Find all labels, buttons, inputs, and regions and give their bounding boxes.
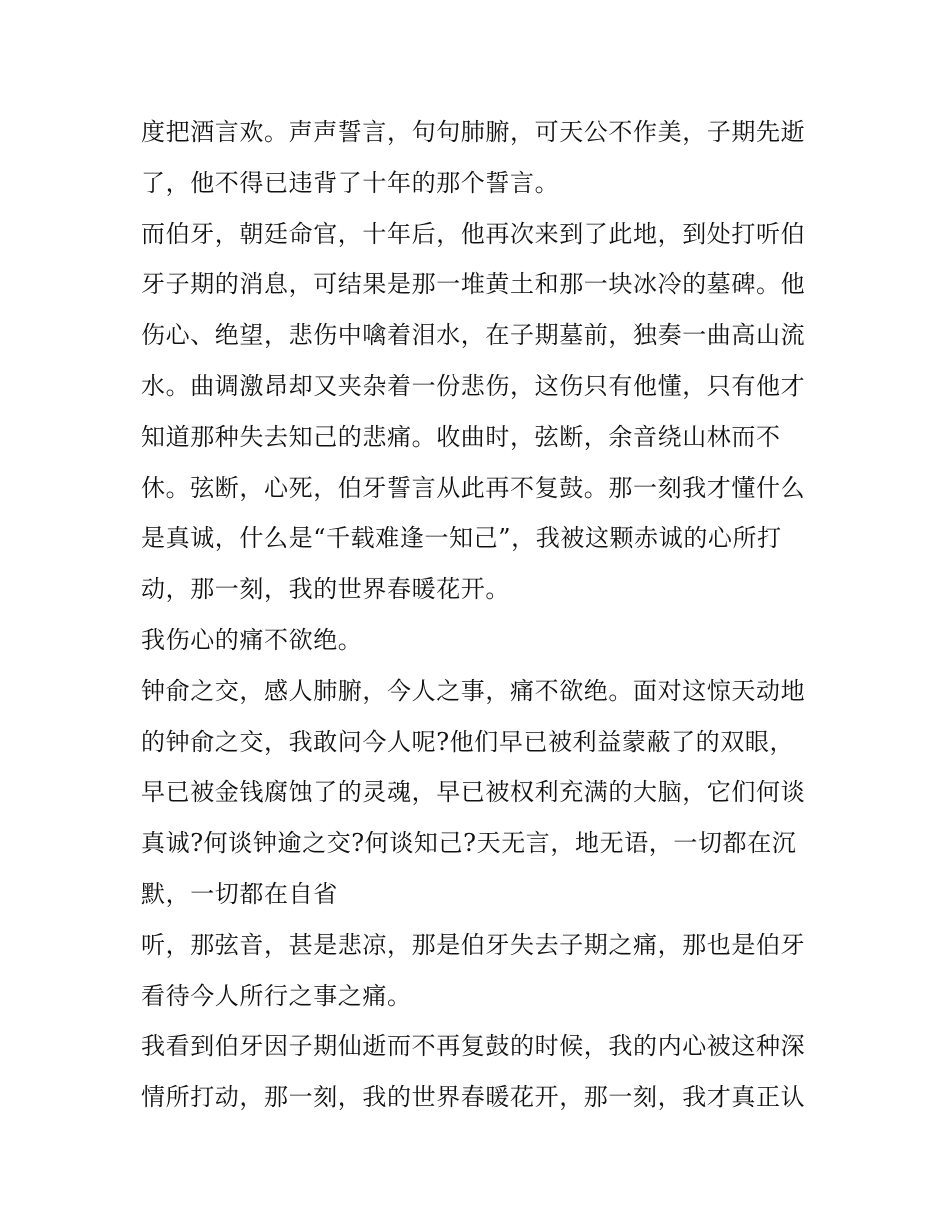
text-line-12: 钟俞之交，感人肺腑，今人之事，痛不欲绝。面对这惊天动地: [141, 676, 806, 705]
text-line-10: 动，那一刻，我的世界春暖花开。: [141, 575, 510, 604]
body-text: [141, 107, 821, 1123]
text-line-15: 真诚?何谈钟逾之交?何谈知己?天无言，地无语，一切都在沉: [141, 829, 797, 858]
text-line-2: 了，他不得已违背了十年的那个誓言。: [141, 168, 560, 197]
text-line-14: 早已被金钱腐蚀了的灵魂，早已被权利充满的大脑，它们何谈: [141, 778, 806, 807]
text-line-7: 知道那种失去知己的悲痛。收曲时，弦断，余音绕山林而不: [141, 422, 781, 451]
text-line-6: 水。曲调激昂却又夹杂着一份悲伤，这伤只有他懂，只有他才: [141, 371, 806, 400]
text-line-16: 默，一切都在自省: [141, 879, 338, 908]
text-line-8: 休。弦断，心死，伯牙誓言从此再不复鼓。那一刻我才懂什么: [141, 473, 806, 502]
text-line-1: 度把酒言欢。声声誓言，句句肺腑，可天公不作美，子期先逝: [141, 118, 806, 146]
text-line-13: 的钟俞之交，我敢问今人呢?他们早已被利益蒙蔽了的双眼，: [141, 727, 795, 756]
text-line-19: 我看到伯牙因子期仙逝而不再复鼓的时候，我的内心被这种深: [141, 1032, 806, 1061]
text-line-20: 情所打动，那一刻，我的世界春暖花开，那一刻，我才真正认: [141, 1083, 806, 1112]
text-line-9: 是真诚，什么是“千载难逢一知己”，我被这颗赤诚的心所打: [141, 524, 782, 553]
text-line-18: 看待今人所行之事之痛。: [141, 981, 412, 1010]
text-line-11: 我伤心的痛不欲绝。: [141, 625, 363, 654]
text-line-5: 伤心、绝望，悲伤中噙着泪水，在子期墓前，独奏一曲高山流: [141, 321, 806, 350]
text-line-4: 牙子期的消息，可结果是那一堆黄土和那一块冰冷的墓碑。他: [141, 270, 806, 299]
text-line-17: 听，那弦音，甚是悲凉，那是伯牙失去子期之痛，那也是伯牙: [141, 930, 806, 959]
text-line-3: 而伯牙，朝廷命官，十年后，他再次来到了此地，到处打听伯: [141, 219, 806, 248]
